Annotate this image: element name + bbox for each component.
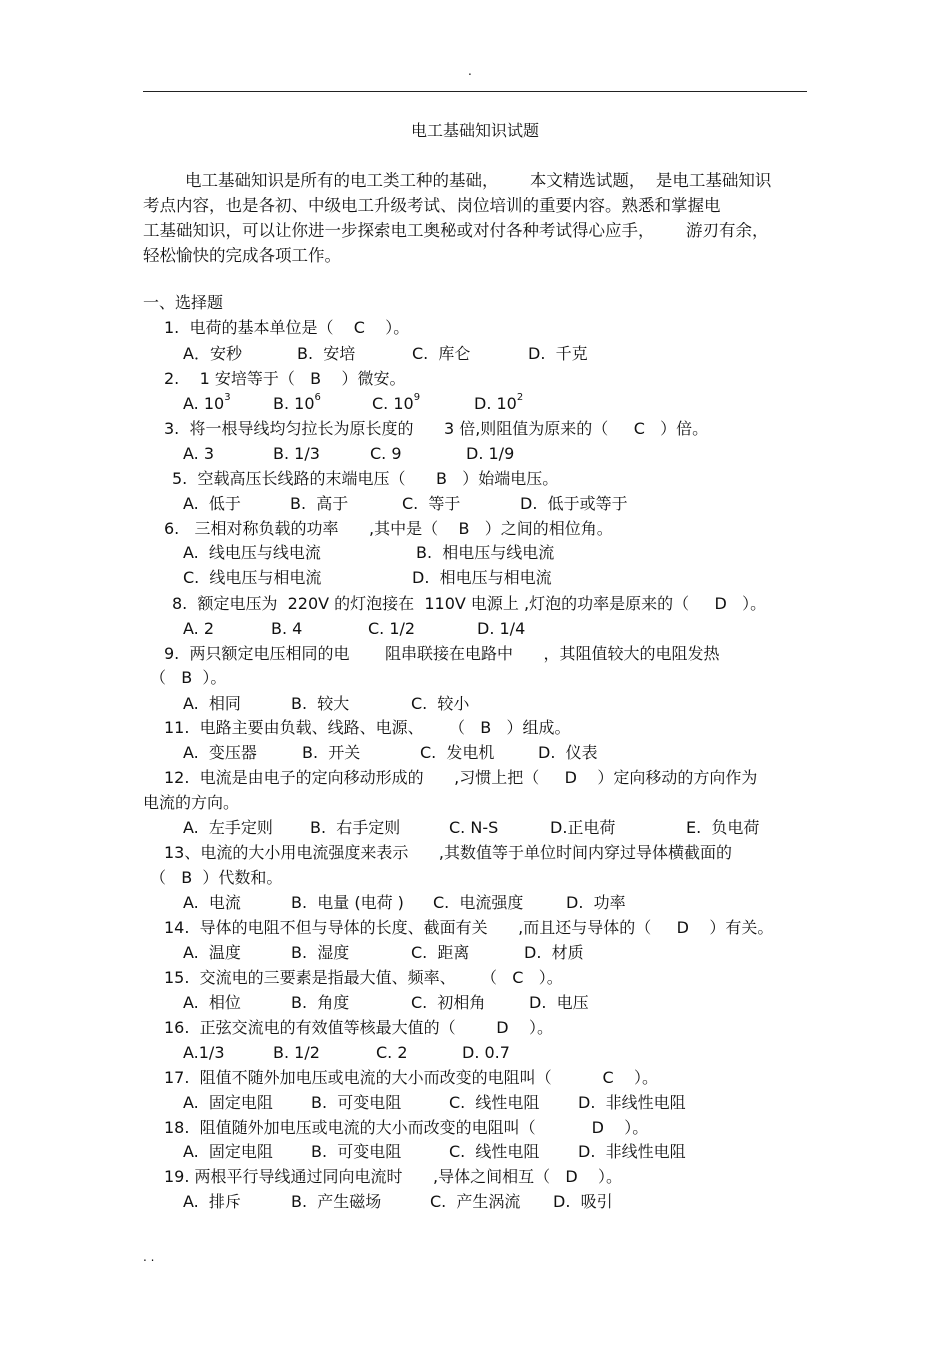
question-18: 18. 阻值随外加电压或电流的大小而改变的电阻叫（ D ）。: [164, 1118, 649, 1137]
option: B. 电量 (电荷 ): [291, 893, 404, 912]
option: B. 开关: [302, 743, 361, 762]
question-11: 11. 电路主要由负载、线路、电源、 （ B ）组成。: [164, 718, 571, 737]
option: [183, 394, 231, 414]
question-14: 14. 导体的电阻不但与导体的长度、截面有关 ,而且还与导体的（ D ）有关。: [164, 918, 774, 937]
question-12-continuation: 电流的方向。: [143, 793, 240, 812]
option: B. 产生磁场: [291, 1192, 382, 1211]
question-6: 6. 三相对称负载的功率 ,其中是（ B ）之间的相位角。: [164, 519, 613, 538]
option: A. 温度: [183, 943, 241, 962]
option-base: A. 10: [183, 394, 225, 413]
intro-line: 电工基础知识是所有的电工类工种的基础， 本文精选试题， 是电工基础知识: [143, 171, 772, 190]
intro-line: 考点内容，也是各初、中级电工升级考试、岗位培训的重要内容。熟悉和掌握电: [143, 196, 721, 215]
option: D. 1/9: [466, 444, 515, 463]
option: C. 等于: [402, 494, 461, 513]
option: B. 高于: [290, 494, 349, 513]
option: D. 低于或等于: [520, 494, 628, 513]
option: D. 非线性电阻: [578, 1142, 686, 1161]
option-exponent: 2: [516, 392, 524, 403]
option: A. 相位: [183, 993, 241, 1012]
option: A. 3: [183, 444, 215, 463]
option: C. 距离: [411, 943, 470, 962]
option: A. 左手定则: [183, 818, 273, 837]
question-1: 1. 电荷的基本单位是（ C ）。: [164, 318, 410, 337]
option: B. 1/3: [273, 444, 320, 463]
option: A. 低于: [183, 494, 241, 513]
question-19: 19. 两根平行导线通过同向电流时 ,导体之间相互（ D ）。: [164, 1167, 623, 1186]
option: C. 初相角: [411, 993, 486, 1012]
option: C. 产生涡流: [430, 1192, 521, 1211]
option: B. 可变电阻: [311, 1142, 402, 1161]
option-exponent: 9: [413, 392, 421, 403]
option: C. 电流强度: [433, 893, 524, 912]
section-title: 一、选择题: [143, 293, 224, 312]
option: D. 电压: [529, 993, 589, 1012]
header-marker: .: [468, 64, 472, 78]
option: C. 库仑: [412, 344, 471, 363]
header-rule: [143, 91, 807, 92]
option: B. 可变电阻: [311, 1093, 402, 1112]
document-title: 电工基础知识试题: [410, 121, 539, 140]
option: C. 2: [376, 1043, 408, 1062]
question-5: 5. 空载高压长线路的末端电压（ B ）始端电压。: [172, 469, 559, 488]
question-9: 9. 两只额定电压相同的电 阻串联接在电路中 ，其阻值较大的电阻发热: [164, 644, 720, 663]
option-base: C. 10: [372, 394, 414, 413]
option: C. 线性电阻: [449, 1142, 540, 1161]
option: C. 线性电阻: [449, 1093, 540, 1112]
option: [474, 394, 523, 414]
option: C. 9: [370, 444, 402, 463]
option-base: B. 10: [273, 394, 315, 413]
option: B. 安培: [297, 344, 356, 363]
option: A. 变压器: [183, 743, 257, 762]
option: D. 相电压与相电流: [412, 568, 552, 587]
option: C. N-S: [449, 818, 499, 837]
option: A. 固定电阻: [183, 1093, 273, 1112]
option: C. 1/2: [368, 619, 416, 638]
option: B. 4: [271, 619, 303, 638]
option: D. 千克: [528, 344, 588, 363]
option: D. 吸引: [553, 1192, 613, 1211]
option-base: D. 10: [474, 394, 517, 413]
question-16: 16. 正弦交流电的有效值等核最大值的（ D ）。: [164, 1018, 553, 1037]
option: A. 排斥: [183, 1192, 241, 1211]
option: E. 负电荷: [686, 818, 760, 837]
question-9-continuation: （ B ）。: [150, 668, 227, 687]
option: A. 线电压与线电流: [183, 543, 321, 562]
option: A. 电流: [183, 893, 241, 912]
option: D. 仪表: [538, 743, 598, 762]
option: [372, 394, 420, 414]
footer-marker: . .: [143, 1250, 155, 1264]
intro-line: 轻松愉快的完成各项工作。: [143, 246, 341, 265]
option: B. 右手定则: [310, 818, 401, 837]
option: B. 1/2: [273, 1043, 320, 1062]
option: A．安秒: [183, 344, 242, 363]
option: D. 1/4: [477, 619, 526, 638]
option: A. 相同: [183, 694, 241, 713]
option: A. 2: [183, 619, 215, 638]
option: C. 较小: [411, 694, 470, 713]
option: A. 固定电阻: [183, 1142, 273, 1161]
question-2: 2. 1 安培等于（ B ）微安。: [164, 369, 406, 388]
question-3: 3. 将一根导线均匀拉长为原长度的 3 倍,则阻值为原来的（ C ）倍。: [164, 419, 709, 438]
option: C. 发电机: [420, 743, 495, 762]
option: D. 功率: [566, 893, 626, 912]
question-17: 17. 阻值不随外加电压或电流的大小而改变的电阻叫（ C ）。: [164, 1068, 658, 1087]
option: D.正电荷: [550, 818, 616, 837]
question-13-continuation: （ B ）代数和。: [150, 868, 283, 887]
option: B. 角度: [291, 993, 350, 1012]
question-13: 13、电流的大小用电流强度来表示 ,其数值等于单位时间内穿过导体横截面的: [164, 843, 732, 862]
option: D. 0.7: [462, 1043, 510, 1062]
option: B. 相电压与线电流: [416, 543, 555, 562]
question-12: 12. 电流是由电子的定向移动形成的 ,习惯上把（ D ）定向移动的方向作为: [164, 768, 758, 787]
option: C. 线电压与相电流: [183, 568, 322, 587]
intro-paragraph: [143, 168, 813, 268]
option: [273, 394, 321, 414]
question-15: 15. 交流电的三要素是指最大值、频率、 （ C ）。: [164, 968, 563, 987]
option-exponent: 6: [314, 392, 321, 403]
option: D. 材质: [524, 943, 584, 962]
option: D. 非线性电阻: [578, 1093, 686, 1112]
question-8: 8. 额定电压为 220V 的灯泡接在 110V 电源上 ,灯泡的功率是原来的（ D ）。: [172, 594, 767, 613]
option-exponent: 3: [224, 392, 231, 403]
option: B. 湿度: [291, 943, 350, 962]
option: A.1/3: [183, 1043, 225, 1062]
option: B. 较大: [291, 694, 350, 713]
intro-line: 工基础知识，可以让你进一步探索电工奥秘或对付各种考试得心应手， 游刃有余，: [143, 221, 769, 240]
